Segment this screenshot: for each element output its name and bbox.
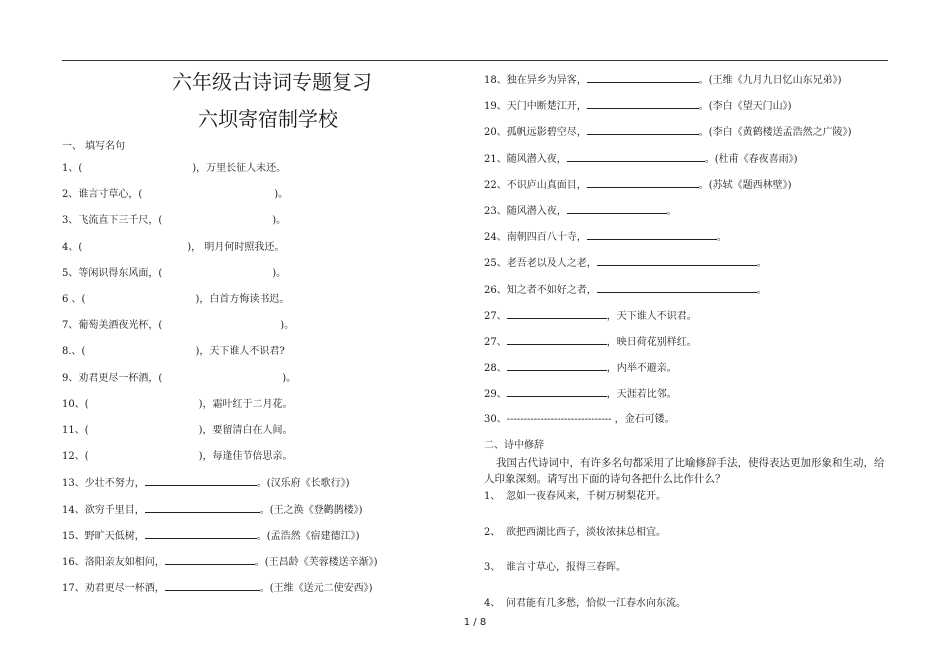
answer-blank[interactable] <box>145 476 257 486</box>
answer-blank[interactable] <box>85 345 195 354</box>
fill-item <box>484 335 697 349</box>
answer-blank[interactable] <box>587 178 699 188</box>
fill-item-rest: 。(李白《望天门山》) <box>698 101 792 113</box>
top-rule <box>62 60 888 61</box>
answer-blank[interactable] <box>587 73 699 83</box>
fill-item-rest: )，万里长征人未还。 <box>192 163 287 174</box>
fill-item-prompt: 8.、( <box>62 346 86 358</box>
answer-blank[interactable] <box>507 335 607 345</box>
fill-item <box>62 293 289 306</box>
fill-item <box>484 256 767 270</box>
fill-item-rest: 。 <box>716 232 727 244</box>
fill-item-rest: )。 <box>272 215 287 227</box>
fill-item-prompt: 26、知之者不如好之者， <box>484 284 597 296</box>
answer-blank[interactable] <box>587 125 699 135</box>
fill-item <box>484 152 798 166</box>
answer-blank[interactable] <box>145 529 257 539</box>
fill-item <box>62 162 286 175</box>
fill-item-rest: 。(杜甫《春夜喜雨》) <box>704 153 798 165</box>
fill-item-rest: )，白首方悔读书迟。 <box>195 294 290 305</box>
fill-item-prompt: 15、野旷天低树， <box>62 530 145 542</box>
fill-item-rest: )。 <box>282 372 297 384</box>
answer-blank[interactable] <box>89 450 199 459</box>
rhetoric-num: 4、 <box>484 598 501 609</box>
fill-item-rest: )，天下谁人不识君? <box>195 346 285 358</box>
rhetoric-text: 欲把西湖比西子，淡妆浓抹总相宜。 <box>506 527 666 538</box>
fill-item-rest: ，天下谁人不识君。 <box>606 310 697 322</box>
fill-item-prompt: 24、南朝四百八十寺， <box>484 232 587 244</box>
answer-blank[interactable] <box>142 188 274 197</box>
fill-item-prompt: 18、独在异乡为异客， <box>484 75 587 86</box>
fill-item <box>484 283 767 297</box>
fill-item-prompt: 30、 <box>484 413 507 425</box>
fill-item-prompt: 2、谁言寸草心，( <box>62 189 143 201</box>
fill-item-rest: )。 <box>280 320 295 332</box>
fill-item-prompt: 23、随风潜入夜， <box>484 206 567 217</box>
answer-blank[interactable] <box>162 372 282 381</box>
fill-item <box>62 503 363 517</box>
page-number: 1 / 8 <box>463 617 487 628</box>
rhetoric-num: 1、 <box>484 491 501 502</box>
section2-heading: 二、诗中修辞 <box>484 440 544 451</box>
fill-item-prompt: 25、老吾老以及人之老， <box>484 258 597 270</box>
fill-item-rest: ，映日荷花别样红。 <box>606 337 697 348</box>
rhetoric-item <box>484 491 666 503</box>
fill-item-rest: 。(汉乐府《长歌行》) <box>256 478 350 490</box>
answer-blank[interactable] <box>567 204 667 214</box>
fill-item <box>484 387 677 401</box>
fill-item-prompt: 7、葡萄美酒夜光杯，( <box>62 320 163 332</box>
answer-blank[interactable] <box>162 267 272 276</box>
answer-blank[interactable] <box>507 309 607 319</box>
answer-blank[interactable] <box>85 293 195 302</box>
answer-blank[interactable] <box>89 424 199 433</box>
answer-blank[interactable] <box>587 99 699 109</box>
fill-item <box>62 345 285 358</box>
fill-item-rest: 。(王之涣《登鹳鹊楼》) <box>259 504 363 516</box>
rhetoric-item <box>484 562 626 574</box>
rhetoric-num: 2、 <box>484 527 501 538</box>
fill-item <box>62 398 293 411</box>
answer-blank[interactable] <box>82 162 192 171</box>
fill-item <box>484 361 677 375</box>
fill-item-prompt: 11、( <box>62 425 89 436</box>
answer-blank[interactable] <box>597 283 757 293</box>
answer-blank[interactable] <box>597 256 757 266</box>
fill-item-rest: 。(王维《送元二使安西》) <box>259 583 373 595</box>
fill-item-prompt: 12、( <box>62 451 89 463</box>
answer-blank[interactable] <box>507 361 607 371</box>
fill-item-rest: 。 <box>666 206 677 217</box>
rhetoric-num: 3、 <box>484 562 501 573</box>
fill-item <box>484 178 792 192</box>
fill-item <box>484 414 675 426</box>
answer-blank[interactable] <box>145 503 260 513</box>
fill-item-prompt: 1、( <box>62 163 83 174</box>
fill-item-prompt: 5、等闲识得东风面，( <box>62 267 163 279</box>
fill-item-rest: )，霜叶红于二月花。 <box>198 398 293 410</box>
fill-item-rest: 。(王维《九月九日忆山东兄弟》) <box>698 75 842 86</box>
fill-item-prompt: 27、 <box>484 310 507 322</box>
fill-item-prompt: 3、飞流直下三千尺，( <box>62 215 163 227</box>
fill-item-rest: )，每逢佳节倍思亲。 <box>198 451 293 463</box>
fill-item-prompt: 22、不识庐山真面目， <box>484 179 587 191</box>
school-name: 六坝寄宿制学校 <box>198 107 338 131</box>
rhetoric-text: 忽如一夜春风来，千树万树梨花开。 <box>506 491 666 502</box>
answer-blank[interactable] <box>567 152 705 162</box>
fill-item-rest: ，天涯若比邻。 <box>606 389 677 401</box>
rhetoric-item <box>484 598 686 610</box>
fill-item-prompt: 6 、( <box>62 294 86 305</box>
fill-item-prompt: 14、欲穷千里目， <box>62 504 145 516</box>
fill-item-rest: 。(王昌龄《芙蓉楼送辛渐》) <box>254 557 378 568</box>
fill-item-rest: 。(李白《黄鹤楼送孟浩然之广陵》) <box>698 127 852 139</box>
fill-item <box>62 214 286 227</box>
fill-item <box>484 73 842 87</box>
fill-item-rest: )。 <box>274 189 289 201</box>
fill-item-rest: ，内举不避亲。 <box>606 363 677 375</box>
fill-item <box>484 230 727 244</box>
fill-item <box>62 188 288 201</box>
fill-item <box>62 450 293 463</box>
fill-item-prompt: 10、( <box>62 398 89 410</box>
rhetoric-text: 谁言寸草心，报得三春晖。 <box>506 562 626 573</box>
fill-item-rest: ，金石可镂。 <box>611 413 675 425</box>
fill-item <box>62 424 293 437</box>
fill-item-prompt: 16、洛阳亲友如相问， <box>62 557 165 568</box>
answer-blank[interactable] <box>507 387 607 397</box>
fill-item <box>62 555 378 569</box>
answer-blank[interactable] <box>165 555 255 565</box>
fill-item <box>484 125 852 139</box>
fill-item-rest: 。 <box>756 284 767 296</box>
section1-heading: 一、 填写名句 <box>62 141 126 152</box>
fill-item-prompt: 13、少壮不努力， <box>62 478 145 490</box>
section2-intro: 我国古代诗词中，有许多名句都采用了比喻修辞手法，使得表达更加形象和生动，给人印象深刻。请写出下面的诗句各把什么比作什么？ <box>484 457 885 485</box>
fill-item <box>484 99 792 113</box>
fill-item-prompt: 17、劝君更尽一杯酒， <box>62 583 165 595</box>
fill-item <box>62 267 286 280</box>
answer-blank[interactable] <box>82 241 187 250</box>
fill-item <box>62 476 350 490</box>
fill-item-rest: 。(苏轼《题西林壁》) <box>698 179 792 191</box>
answer-blank[interactable] <box>162 319 280 328</box>
fill-item <box>62 529 360 543</box>
fill-item-rest: )。 <box>272 267 287 279</box>
fill-item-prompt: 9、劝君更尽一杯酒，( <box>62 372 163 384</box>
answer-blank[interactable] <box>165 581 260 591</box>
fill-item-prompt: 19、天门中断楚江开， <box>484 101 587 113</box>
fill-item-prompt: 29、 <box>484 389 507 401</box>
fill-item-prompt: 28、 <box>484 363 507 375</box>
fill-item-prompt: 21、随风潜入夜， <box>484 153 567 165</box>
fill-item <box>62 372 296 385</box>
fill-item-rest: )， 明月何时照我还。 <box>187 241 285 253</box>
fill-item <box>484 204 677 218</box>
fill-item-prompt: 27、 <box>484 337 507 348</box>
fill-item-rest: 。 <box>756 258 767 270</box>
fill-item-prompt: 20、孤帆远影碧空尽， <box>484 127 587 139</box>
answer-dashes: ------------------------------- <box>506 413 612 425</box>
fill-item <box>62 241 284 254</box>
fill-item <box>484 309 697 323</box>
rhetoric-text: 问君能有几多愁，恰似一江春水向东流。 <box>506 598 686 609</box>
fill-item-rest: )，要留清白在人间。 <box>198 425 293 436</box>
fill-item <box>62 319 294 332</box>
fill-item-rest: 。(孟浩然《宿建德江》) <box>256 530 360 542</box>
fill-item-prompt: 4、( <box>62 241 83 253</box>
answer-blank[interactable] <box>162 214 272 223</box>
page-title: 六年级古诗词专题复习 <box>172 70 372 94</box>
fill-item <box>62 581 373 595</box>
answer-blank[interactable] <box>587 230 717 240</box>
answer-blank[interactable] <box>89 398 199 407</box>
rhetoric-item <box>484 527 666 539</box>
